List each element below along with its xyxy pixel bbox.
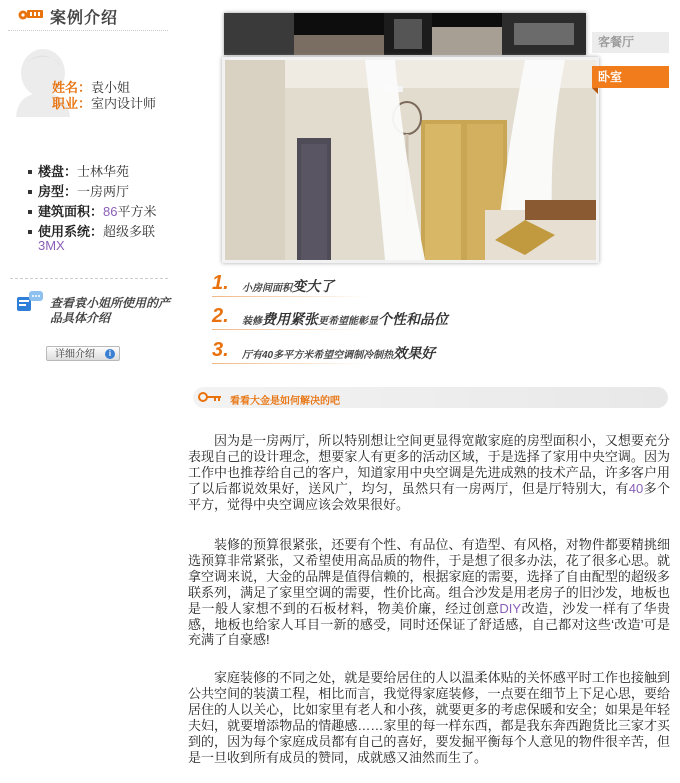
fact-estate: 楼盘：士林华苑 <box>28 165 168 179</box>
key-tag-icon <box>17 7 45 27</box>
bedroom-photo <box>222 57 599 263</box>
paragraph-2: 装修的预算很紧张，还要有个性、有品位、有造型、有风格，对物件都要精挑细选预算非常紧张，又希望使用高品质的物件，于是想了很多办法，花了很多心思。就拿空调来说，大金的品牌是值得信赖的，根据家庭的需要，选择了自由配型的超级多联系列，满足了家里空调的需要，性价比高。组合沙发是用老房子的旧沙发，地板也是一般人家想不到的石板材料，物美价廉，经过创意DIY改造，沙发一样有了华贵感，地板也给家人耳目一新的感受，同时还保证了舒适感，自己都对这些‘改造’可是充满了自豪感! <box>188 537 670 648</box>
detail-button-label: 详细介绍 <box>55 349 95 360</box>
owner-name: 袁小姐 <box>91 80 131 95</box>
property-facts <box>28 165 168 259</box>
point-number: 2 . <box>212 305 229 327</box>
tab-bedroom[interactable]: 卧室 <box>592 66 669 88</box>
chat-product-icon <box>14 289 46 317</box>
title-divider <box>8 30 168 32</box>
paragraph-1: 因为是一房两厅，所以特别想让空间更显得宽敞家庭的房型面积小，又想要充分表现自己的设计理念，想要家人有更多的活动区域，于是选择了家用中央空调。因为工作中也推荐给自己的客户，知道家用中央空调是先进成熟的技术产品，许多客户用了以后都说效果好，送风广，均匀，虽然只有一房两厅，但是厅特别大，有40多个平方，觉得中央空调应该会效果很好。 <box>188 433 670 512</box>
owner-name-row <box>52 80 172 96</box>
owner-info <box>52 80 172 112</box>
detail-button[interactable] <box>46 346 120 361</box>
living-room-thumbnail[interactable] <box>224 13 586 55</box>
section-title: 案例介绍 <box>50 10 119 27</box>
fact-layout: 房型：一房两厅 <box>28 185 168 199</box>
fact-system: 使用系统：超级多联3MX <box>28 225 168 253</box>
product-intro-text: 查看袁小姐所使用的产品具体介绍 <box>50 296 171 325</box>
point-number: 3 . <box>212 339 229 361</box>
paragraph-3: 家庭装修的不同之处，就是要给居住的人以温柔体贴的关怀感平时工作也接触到公共空间的装潢工程，相比而言，我觉得家庭装修，一点要在细节上下足心思，要给居住的人以关心，比如家里有老人和小孩，就要更多的考虑保暖和安全；如果是年轻夫妇，就要增添物品的情趣感……家里的每一样东西，都是我东奔西跑货比三家才买到的，因为每个家庭成员都有自己的喜好，要发掘平衡每个人意见的物件很辛苦，但是一旦收到所有成员的赞同，成就感又油然而生了。 <box>188 670 670 765</box>
fact-area: 建筑面积：86平方米 <box>28 205 168 219</box>
tab-living-dining[interactable]: 客餐厅 <box>592 32 669 53</box>
name-label: 姓名： <box>52 80 92 95</box>
info-icon: i <box>105 349 115 359</box>
owner-job-row <box>52 96 172 112</box>
job-label: 职业： <box>52 96 92 111</box>
solution-title: 看看大金是如何解决的吧 <box>230 396 340 407</box>
key-icon <box>198 390 222 404</box>
point-number: 1 . <box>212 272 229 294</box>
owner-job: 室内设计师 <box>91 96 157 111</box>
sidebar-divider <box>10 278 168 280</box>
